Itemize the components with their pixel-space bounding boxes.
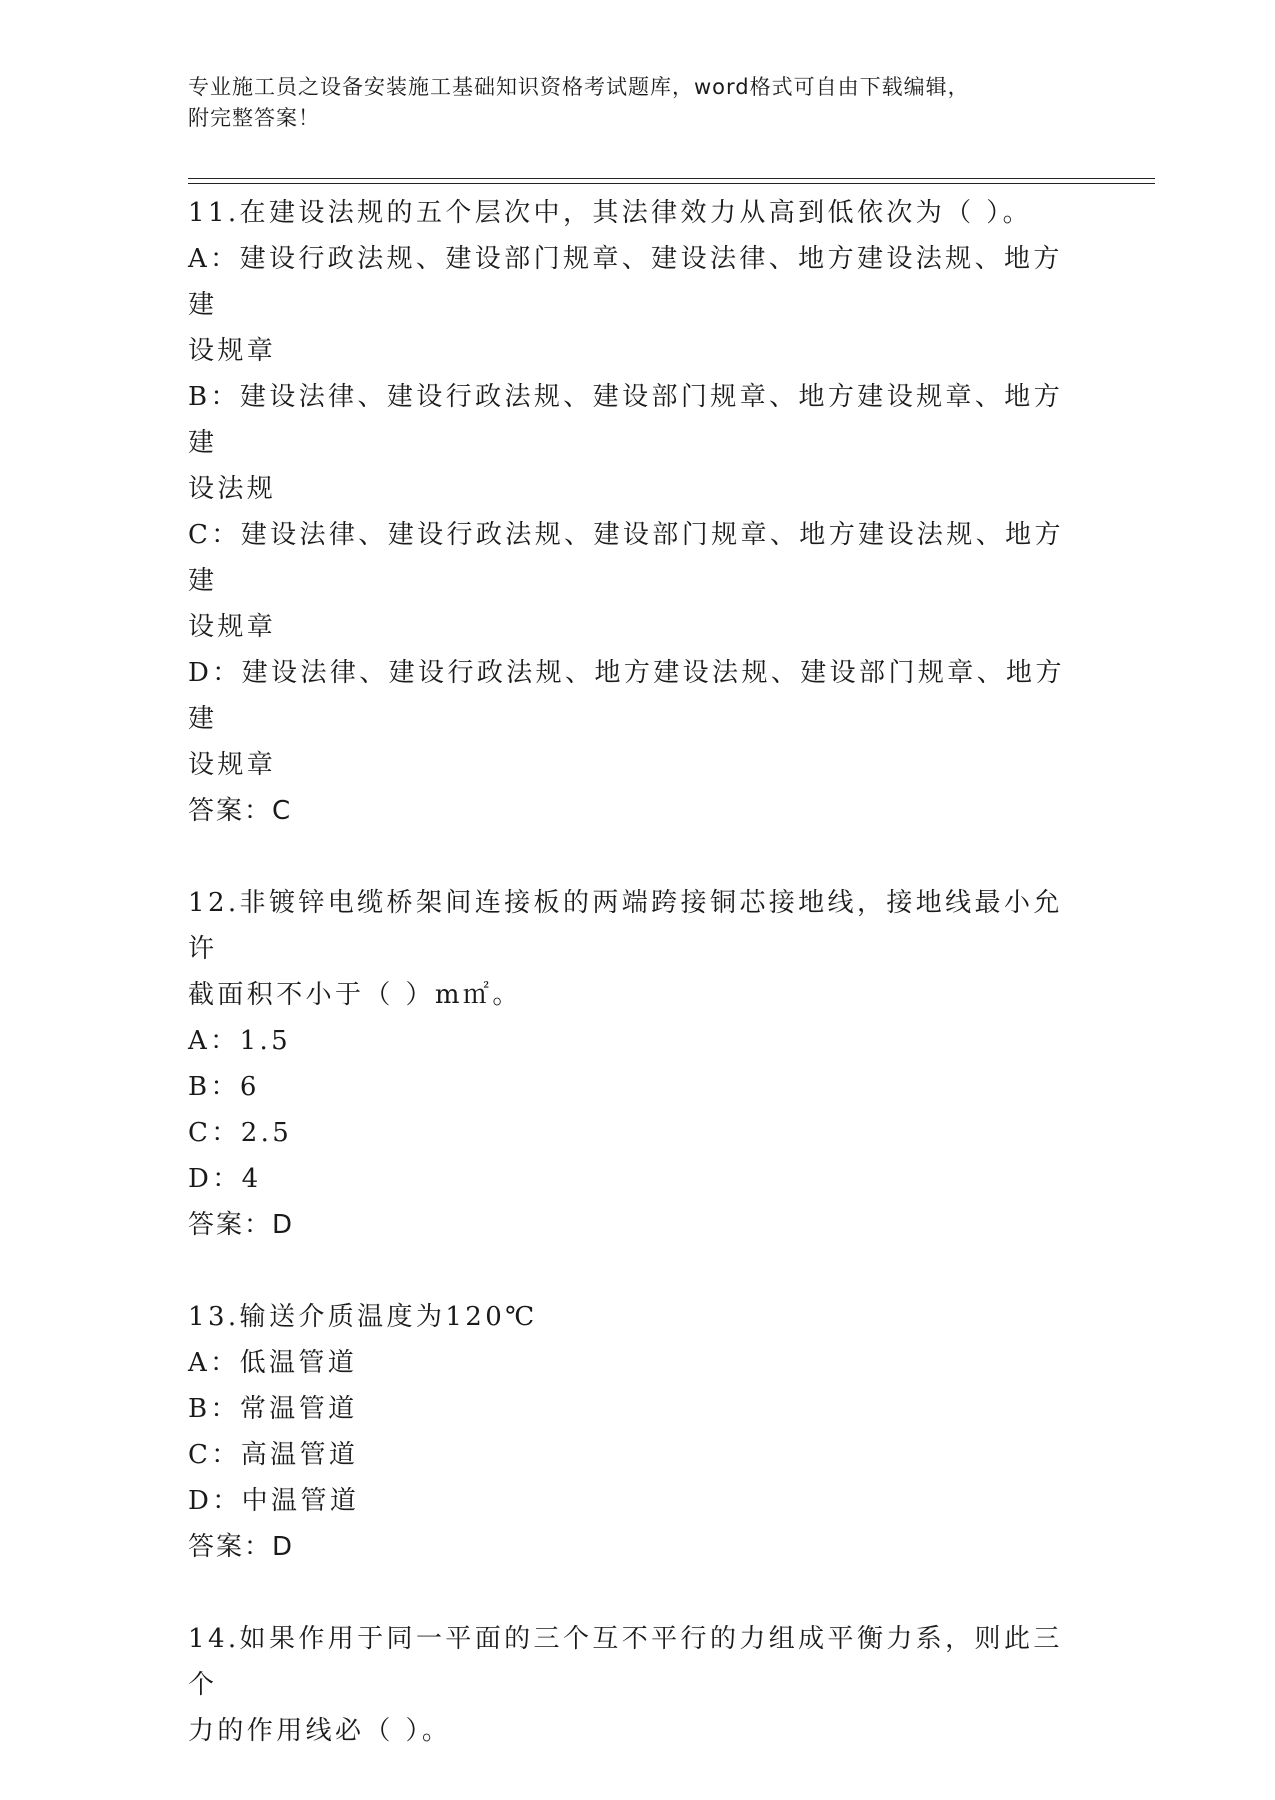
- question-text: 13.输送介质温度为120℃: [188, 1302, 538, 1332]
- option-d: D：4: [188, 1164, 262, 1194]
- option-b: B：建设法律、建设行政法规、建设部门规章、地方建设规章、地方建: [188, 382, 1064, 458]
- question-14: [188, 1616, 1088, 1754]
- option-a-cont: 设规章: [188, 336, 277, 366]
- option-c: C：2.5: [188, 1118, 293, 1148]
- option-d: D：建设法律、建设行政法规、地方建设法规、建设部门规章、地方建: [188, 658, 1065, 734]
- answer: 答案：D: [188, 1532, 295, 1562]
- question-text-cont: 力的作用线必（ ）。: [188, 1716, 452, 1746]
- option-c: C：建设法律、建设行政法规、建设部门规章、地方建设法规、地方建: [188, 520, 1064, 596]
- question-13: [188, 1294, 1088, 1570]
- header-divider-top: [188, 178, 1155, 179]
- option-b: B：常温管道: [188, 1394, 358, 1424]
- option-c-cont: 设规章: [188, 612, 277, 642]
- question-text: 14.如果作用于同一平面的三个互不平行的力组成平衡力系，则此三个: [188, 1624, 1063, 1700]
- answer: 答案：C: [188, 796, 293, 826]
- option-a: A：1.5: [188, 1026, 292, 1056]
- question-text: 11.在建设法规的五个层次中，其法律效力从高到低依次为（ ）。: [188, 198, 1033, 228]
- option-b: B：6: [188, 1072, 260, 1102]
- document-header: [188, 72, 1068, 134]
- header-line-2: 附完整答案！: [188, 106, 320, 130]
- question-11: [188, 190, 1088, 834]
- answer: 答案：D: [188, 1210, 295, 1240]
- header-divider-bottom: [188, 183, 1155, 184]
- option-d-cont: 设规章: [188, 750, 277, 780]
- option-a: A：建设行政法规、建设部门规章、建设法律、地方建设法规、地方建: [188, 244, 1063, 320]
- header-line-1: 专业施工员之设备安装施工基础知识资格考试题库，word格式可自由下载编辑，: [188, 75, 970, 99]
- option-c: C：高温管道: [188, 1440, 359, 1470]
- option-b-cont: 设法规: [188, 474, 277, 504]
- question-text-cont: 截面积不小于（ ）m㎡。: [188, 980, 522, 1010]
- option-d: D：中温管道: [188, 1486, 360, 1516]
- option-a: A：低温管道: [188, 1348, 358, 1378]
- question-12: [188, 880, 1088, 1248]
- question-list: [188, 190, 1088, 1800]
- question-text: 12.非镀锌电缆桥架间连接板的两端跨接铜芯接地线，接地线最小允许: [188, 888, 1063, 964]
